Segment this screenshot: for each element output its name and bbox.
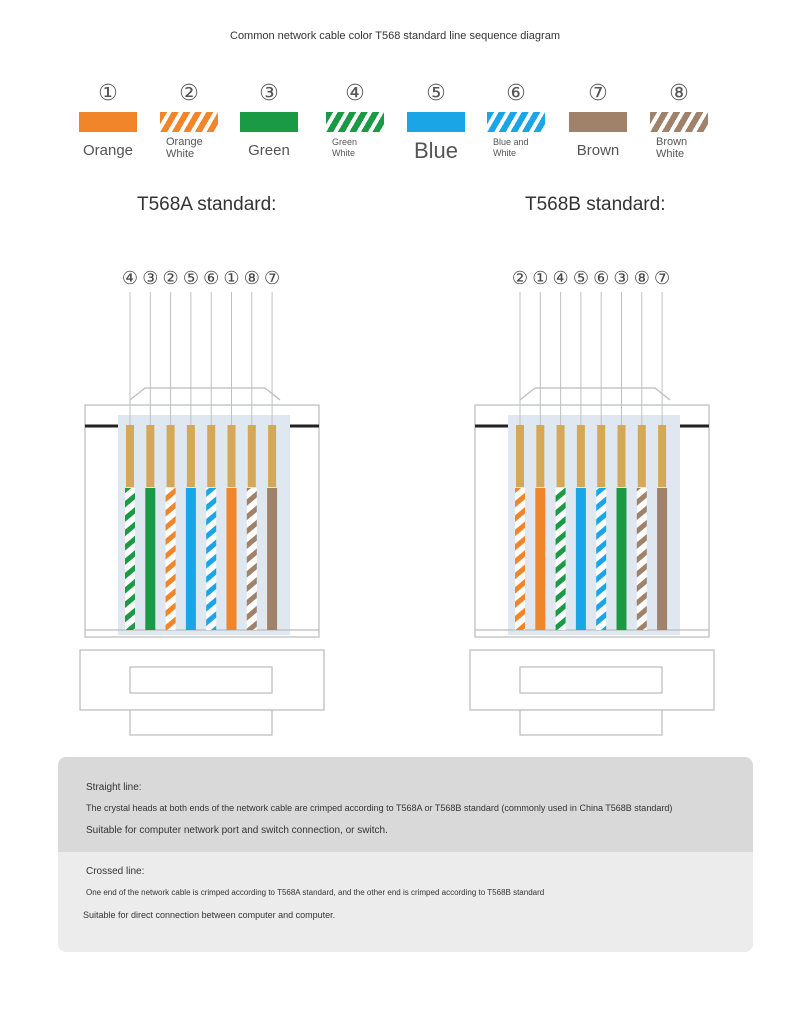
legend-swatch bbox=[487, 112, 545, 132]
wire bbox=[576, 488, 586, 630]
legend-item-3 bbox=[224, 82, 314, 159]
pin-order-label: ⑤ bbox=[572, 268, 589, 289]
gold-pin bbox=[577, 425, 585, 487]
legend-item-2 bbox=[144, 82, 234, 160]
legend-item-6 bbox=[471, 82, 561, 159]
legend-item-7 bbox=[553, 82, 643, 159]
wire bbox=[267, 488, 277, 630]
gold-pin bbox=[557, 425, 565, 487]
pin-order-label: ⑧ bbox=[633, 268, 650, 289]
wire bbox=[617, 488, 627, 630]
legend-number: ⑦ bbox=[588, 81, 608, 106]
gold-pin bbox=[167, 425, 175, 487]
legend-number: ⑤ bbox=[426, 81, 446, 106]
color-legend bbox=[0, 82, 790, 172]
straight-heading: Straight line: bbox=[86, 782, 142, 793]
wire bbox=[227, 488, 237, 630]
legend-item-5 bbox=[391, 82, 481, 164]
wire bbox=[596, 488, 606, 630]
wire bbox=[515, 488, 525, 630]
gold-pin bbox=[228, 425, 236, 487]
legend-swatch bbox=[160, 112, 218, 132]
wire bbox=[556, 488, 566, 630]
gold-pin bbox=[248, 425, 256, 487]
wire bbox=[206, 488, 216, 630]
legend-number: ⑥ bbox=[506, 81, 526, 106]
gold-pin bbox=[658, 425, 666, 487]
wire bbox=[637, 488, 647, 630]
straight-line-panel bbox=[58, 757, 753, 852]
pin-order-label: ⑦ bbox=[264, 268, 281, 289]
pin-order-label: ⑦ bbox=[654, 268, 671, 289]
pin-order-label: ② bbox=[511, 268, 529, 289]
pin-order-label: ② bbox=[162, 268, 179, 289]
legend-label: Green White bbox=[332, 137, 358, 158]
gold-pin bbox=[126, 425, 134, 487]
gold-pin bbox=[618, 425, 626, 487]
legend-swatch bbox=[407, 112, 465, 132]
gold-pin bbox=[516, 425, 524, 487]
pin-order-label: ① bbox=[223, 268, 240, 289]
legend-label: Green bbox=[248, 142, 290, 159]
legend-swatch bbox=[79, 112, 137, 132]
legend-item-1 bbox=[63, 82, 153, 159]
crossed-line-panel bbox=[58, 852, 753, 952]
pin-order-label: ③ bbox=[613, 268, 630, 289]
wire bbox=[166, 488, 176, 630]
legend-label: Orange bbox=[82, 142, 134, 159]
gold-pin bbox=[638, 425, 646, 487]
crossed-line1: One end of the network cable is crimped according to T568A standard, and the other end is crimped according to T568B standard bbox=[86, 888, 545, 897]
legend-number: ④ bbox=[345, 81, 365, 106]
gold-pin bbox=[187, 425, 195, 487]
legend-item-8 bbox=[634, 82, 724, 160]
pin-order-label: ⑤ bbox=[182, 268, 199, 289]
gold-pin bbox=[207, 425, 215, 487]
t568a-connector bbox=[70, 260, 340, 750]
legend-number: ⑧ bbox=[669, 81, 689, 106]
gold-pin bbox=[597, 425, 605, 487]
pin-order-label: ④ bbox=[121, 268, 139, 289]
crossed-heading: Crossed line: bbox=[86, 866, 145, 877]
wire bbox=[125, 488, 135, 630]
gold-pin bbox=[146, 425, 154, 487]
legend-label: Blue bbox=[413, 138, 459, 163]
gold-pin bbox=[268, 425, 276, 487]
legend-item-4 bbox=[310, 82, 400, 159]
straight-line1: The crystal heads at both ends of the network cable are crimped according to T568A or T568B standard (commonly used in China T568B standard) bbox=[86, 803, 673, 813]
legend-number: ① bbox=[98, 81, 118, 106]
pin-order-label: ⑥ bbox=[593, 268, 610, 289]
wire bbox=[145, 488, 155, 630]
pin-order-label: ③ bbox=[142, 268, 159, 289]
diagram-title: Common network cable color T568 standard line sequence diagram bbox=[230, 30, 560, 42]
gold-pin bbox=[536, 425, 544, 487]
wire bbox=[186, 488, 196, 630]
pin-order-label: ⑥ bbox=[203, 268, 220, 289]
legend-swatch bbox=[326, 112, 384, 132]
legend-number: ② bbox=[179, 81, 199, 106]
wire bbox=[657, 488, 667, 630]
legend-label: Orange White bbox=[166, 136, 203, 160]
straight-line2: Suitable for computer network port and switch connection, or switch. bbox=[86, 825, 388, 836]
legend-label: Brown bbox=[576, 142, 620, 159]
wire bbox=[535, 488, 545, 630]
pin-order-label: ⑧ bbox=[243, 268, 260, 289]
pin-order-label: ④ bbox=[552, 268, 569, 289]
connector-body bbox=[470, 388, 714, 735]
crossed-line2: Suitable for direct connection between computer and computer. bbox=[83, 910, 336, 920]
legend-swatch bbox=[650, 112, 708, 132]
t568b-title: T568B standard: bbox=[525, 194, 666, 215]
connector-body bbox=[80, 388, 324, 735]
t568b-connector bbox=[460, 260, 730, 750]
pin-order-label: ① bbox=[532, 268, 549, 289]
legend-swatch bbox=[240, 112, 298, 132]
legend-number: ③ bbox=[259, 81, 279, 106]
legend-label: Blue and White bbox=[493, 137, 529, 158]
legend-swatch bbox=[569, 112, 627, 132]
wire bbox=[247, 488, 257, 630]
t568a-title: T568A standard: bbox=[137, 194, 277, 215]
legend-label: Brown White bbox=[656, 136, 688, 160]
